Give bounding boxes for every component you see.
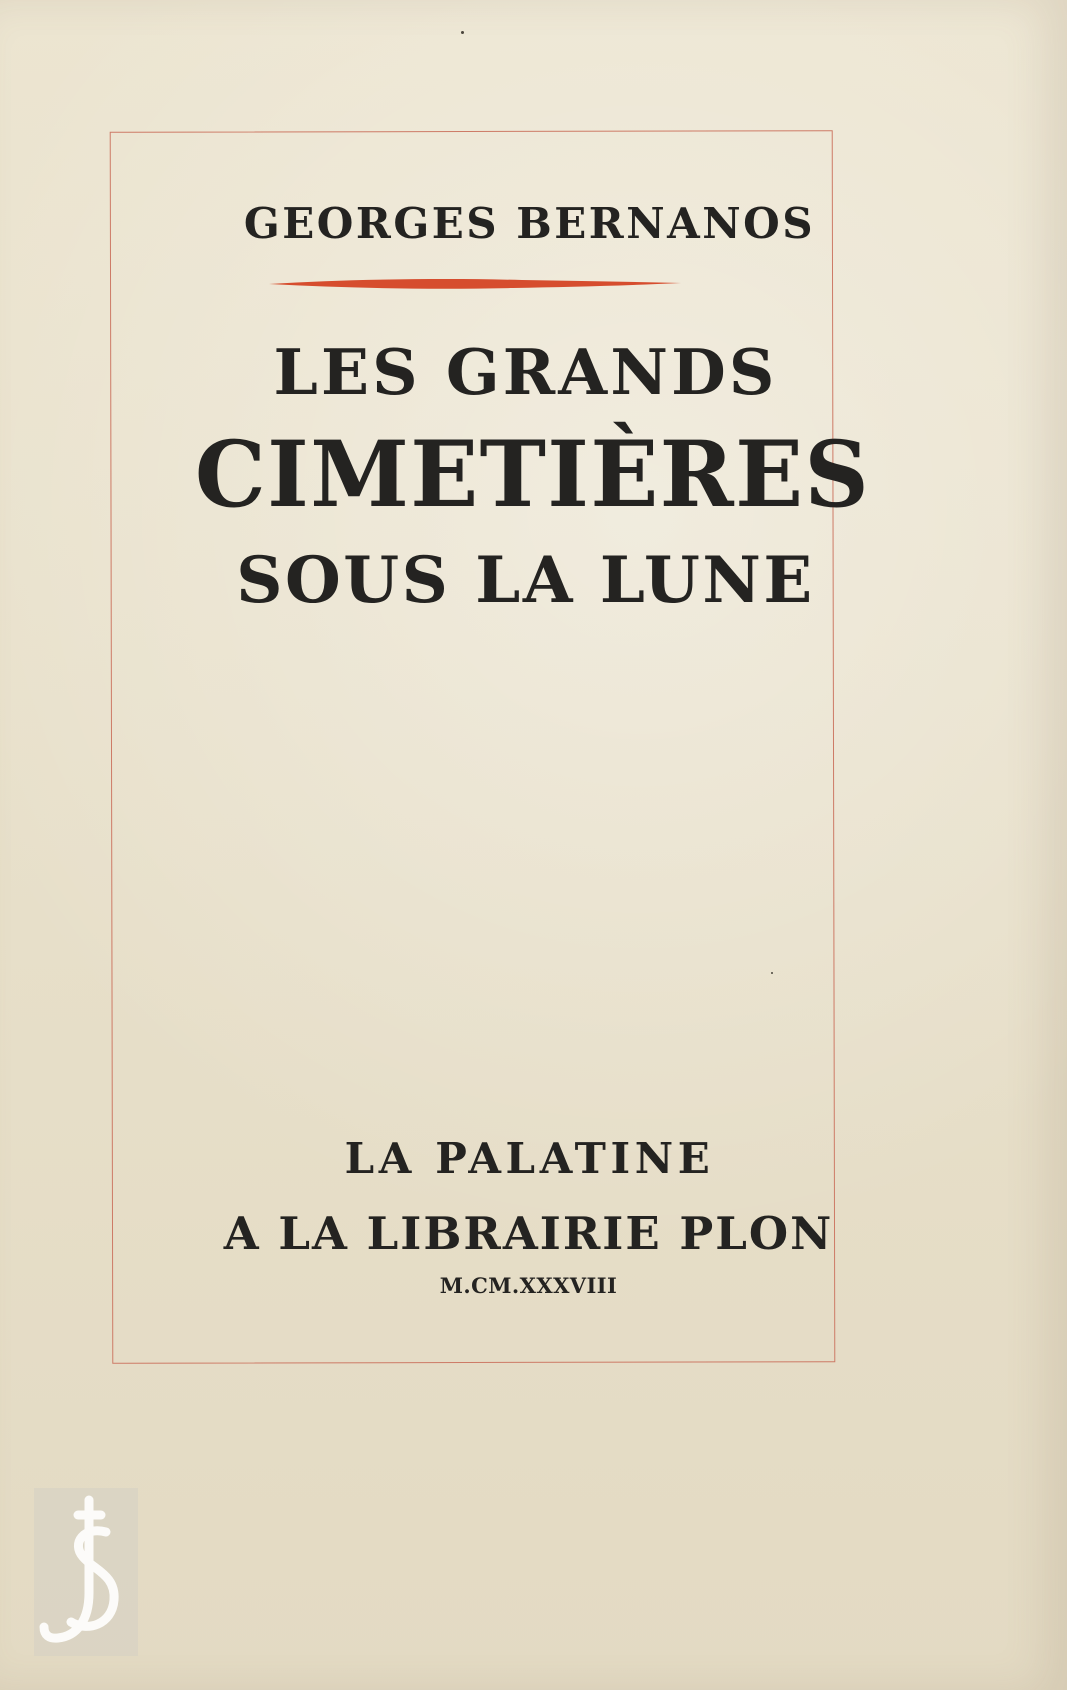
title-line-1: LES GRANDS (273, 335, 778, 409)
red-ornamental-rule-icon (267, 277, 683, 291)
publisher-line-1: LA PALATINE (344, 1134, 715, 1183)
paper-speck (461, 31, 464, 34)
author-name: GEORGES BERNANOS (243, 199, 816, 248)
title-line-2: CIMETIÈRES (194, 422, 871, 528)
js-monogram-logo-icon (34, 1488, 138, 1656)
publication-year: M.CM.XXXVIII (439, 1273, 618, 1298)
publisher-line-2: A LA LIBRAIRIE PLON (223, 1207, 834, 1260)
title-line-3: SOUS LA LUNE (236, 543, 815, 618)
